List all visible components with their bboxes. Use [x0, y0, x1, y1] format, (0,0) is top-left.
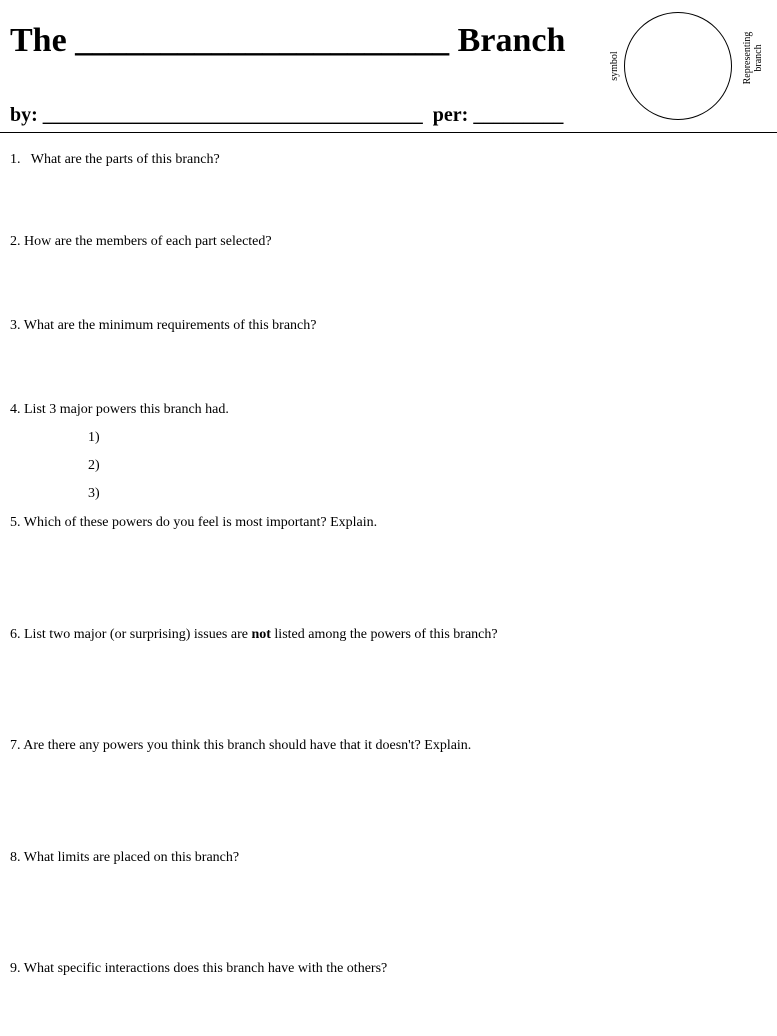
power-item-2: 2) — [88, 458, 100, 473]
page-title: The ______________________ Branch — [10, 22, 566, 59]
representing-branch-label — [742, 21, 766, 95]
question-8: 8. What limits are placed on this branch? — [10, 850, 240, 865]
question-9: 9. What specific interactions does this branch have with the others? — [10, 961, 388, 976]
question-4: 4. List 3 major powers this branch had. — [10, 402, 229, 417]
question-6-text-b: listed among the powers of this branch? — [270, 627, 498, 642]
header-divider — [0, 132, 777, 133]
question-7: 7. Are there any powers you think this branch should have that it doesn't? Explain. — [10, 738, 472, 753]
representing-label-line1: Representing — [742, 31, 753, 85]
symbol-label: symbol — [609, 51, 620, 81]
question-3: 3. What are the minimum requirements of this branch? — [10, 318, 317, 333]
symbol-circle — [624, 12, 732, 120]
representing-label-line2: branch — [753, 44, 764, 72]
question-6-text-a: 6. List two major (or surprising) issues are — [10, 627, 252, 642]
power-item-3: 3) — [88, 486, 100, 501]
question-5: 5. Which of these powers do you feel is most important? Explain. — [10, 515, 378, 530]
question-6-emphasis: not — [251, 627, 271, 642]
question-6 — [10, 627, 498, 643]
power-item-1: 1) — [88, 430, 100, 445]
question-2: 2. How are the members of each part selected? — [10, 234, 272, 249]
question-1: 1. What are the parts of this branch? — [10, 152, 220, 167]
byline: by: ______________________________________ per: _________ — [10, 104, 564, 126]
